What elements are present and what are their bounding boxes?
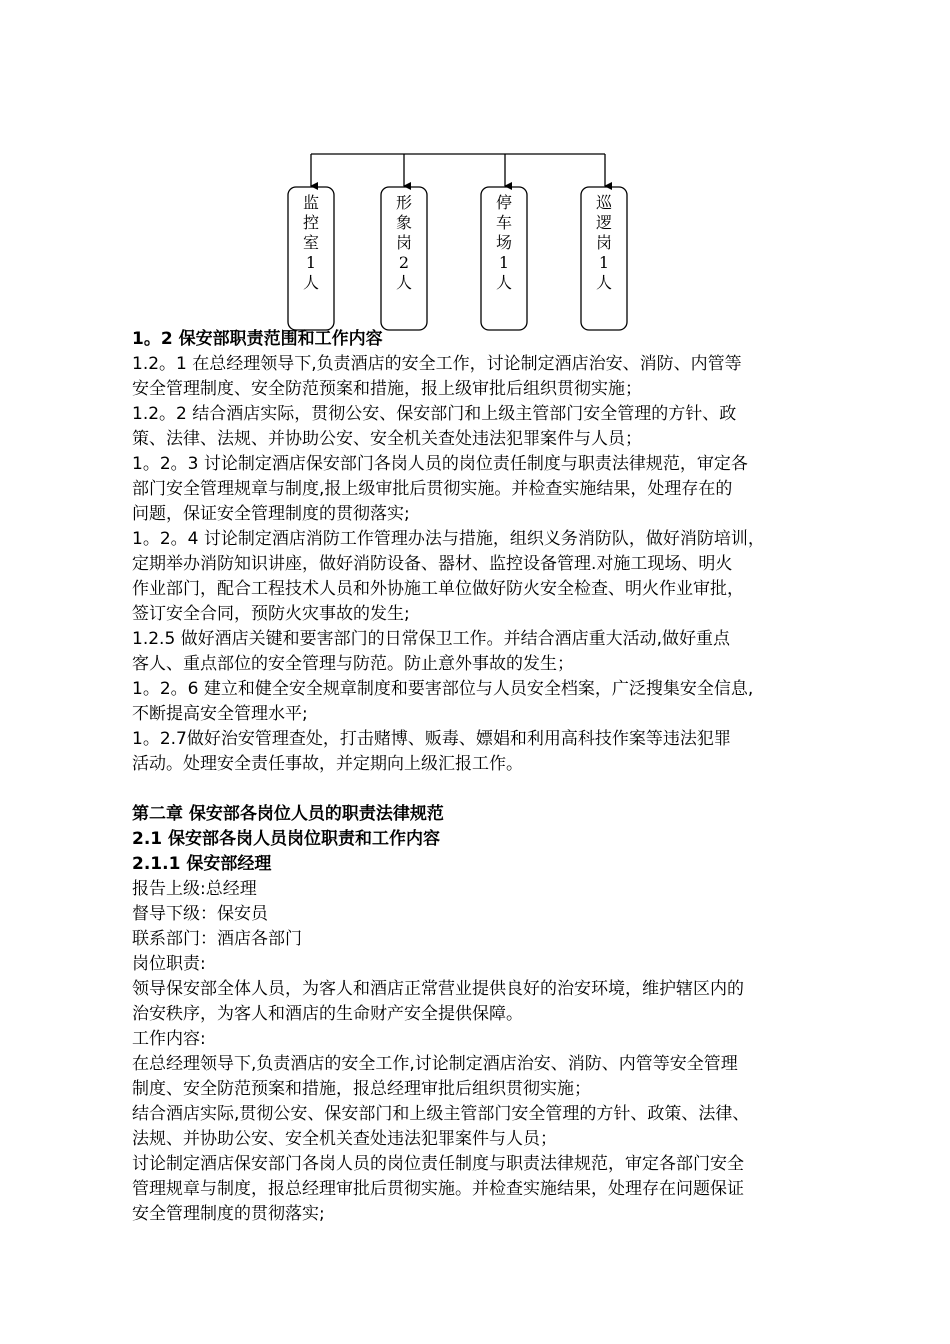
section-1-2-line: 定期举办消防知识讲座，做好消防设备、器材、监控设备管理.对施工现场、明火	[132, 554, 733, 574]
chapter-2-line: 讨论制定酒店保安部门各岗人员的岗位责任制度与职责法律规范，审定各部门安全	[132, 1154, 744, 1174]
chapter-2-line: 督导下级：保安员	[132, 904, 268, 924]
chapter-2-line: 在总经理领导下,负责酒店的安全工作,讨论制定酒店治安、消防、内管等安全管理	[132, 1054, 738, 1074]
chapter-2-line: 结合酒店实际,贯彻公安、保安部门和上级主管部门安全管理的方针、政策、法律、	[132, 1104, 750, 1124]
section-1-2-line: 1.2。1 在总经理领导下,负责酒店的安全工作，讨论制定酒店治安、消防、内管等	[132, 354, 742, 374]
org-chart-lines	[0, 0, 950, 340]
chapter-2-title: 第二章 保安部各岗位人员的职责法律规范	[132, 804, 444, 824]
chapter-2-line: 治安秩序，为客人和酒店的生命财产安全提供保障。	[132, 1004, 523, 1024]
section-1-2-line: 客人、重点部位的安全管理与防范。防止意外事故的发生；	[132, 654, 574, 674]
org-box-parking-label: 停 车 场 1 人	[495, 193, 512, 292]
org-box-image-post-label: 形 象 岗 2 人	[395, 193, 412, 292]
section-1-2-line: 不断提高安全管理水平;	[132, 704, 308, 724]
org-chart	[0, 0, 950, 340]
section-2-1-1-heading: 2.1.1 保安部经理	[132, 854, 272, 874]
section-1-2-line: 1。2。6 建立和健全安全规章制度和要害部位与人员安全档案，广泛搜集安全信息,	[132, 679, 754, 699]
org-box-monitor-room-label: 监 控 室 1 人	[302, 193, 319, 292]
section-1-2-line: 1。2.7做好治安管理查处，打击赌博、贩毒、嫖娼和利用高科技作案等违法犯罪	[132, 729, 731, 749]
chapter-2-line: 领导保安部全体人员，为客人和酒店正常营业提供良好的治安环境，维护辖区内的	[132, 979, 744, 999]
section-1-2-line: 部门安全管理规章与制度,报上级审批后贯彻实施。并检查实施结果，处理存在的	[132, 479, 733, 499]
org-box-patrol-label: 巡 逻 岗 1 人	[595, 193, 612, 292]
section-1-2-line: 策、法律、法规、并协助公安、安全机关查处违法犯罪案件与人员；	[132, 429, 642, 449]
chapter-2-line: 安全管理制度的贯彻落实;	[132, 1204, 325, 1224]
document-body	[132, 327, 832, 1227]
section-1-2-line: 安全管理制度、安全防范预案和措施，报上级审批后组织贯彻实施；	[132, 379, 642, 399]
section-1-2-line: 作业部门，配合工程技术人员和外协施工单位做好防火安全检查、明火作业审批，	[132, 579, 744, 599]
section-1-2-line: 签订安全合同，预防火灾事故的发生;	[132, 604, 410, 624]
section-1-2-heading: 1。2 保安部职责范围和工作内容	[132, 329, 383, 349]
blank-line	[132, 777, 832, 802]
section-1-2-line: 1.2.5 做好酒店关键和要害部门的日常保卫工作。并结合酒店重大活动,做好重点	[132, 629, 731, 649]
section-2-1-heading: 2.1 保安部各岗人员岗位职责和工作内容	[132, 829, 441, 849]
chapter-2-line: 管理规章与制度，报总经理审批后贯彻实施。并检查实施结果，处理存在问题保证	[132, 1179, 744, 1199]
section-1-2-line: 1。2。4 讨论制定酒店消防工作管理办法与措施，组织义务消防队，做好消防培训，	[132, 529, 765, 549]
chapter-2-line: 岗位职责:	[132, 954, 206, 974]
chapter-2-line: 报告上级:总经理	[132, 879, 257, 899]
chapter-2-line: 工作内容:	[132, 1029, 206, 1049]
chapter-2-line: 联系部门：酒店各部门	[132, 929, 302, 949]
section-1-2-line: 1。2。3 讨论制定酒店保安部门各岗人员的岗位责任制度与职责法律规范，审定各	[132, 454, 748, 474]
section-1-2-line: 活动。处理安全责任事故，并定期向上级汇报工作。	[132, 754, 523, 774]
section-1-2-line: 1.2。2 结合酒店实际，贯彻公安、保安部门和上级主管部门安全管理的方针、政	[132, 404, 737, 424]
chapter-2-line: 制度、安全防范预案和措施，报总经理审批后组织贯彻实施；	[132, 1079, 591, 1099]
section-1-2-line: 问题，保证安全管理制度的贯彻落实;	[132, 504, 410, 524]
chapter-2-line: 法规、并协助公安、安全机关查处违法犯罪案件与人员；	[132, 1129, 557, 1149]
